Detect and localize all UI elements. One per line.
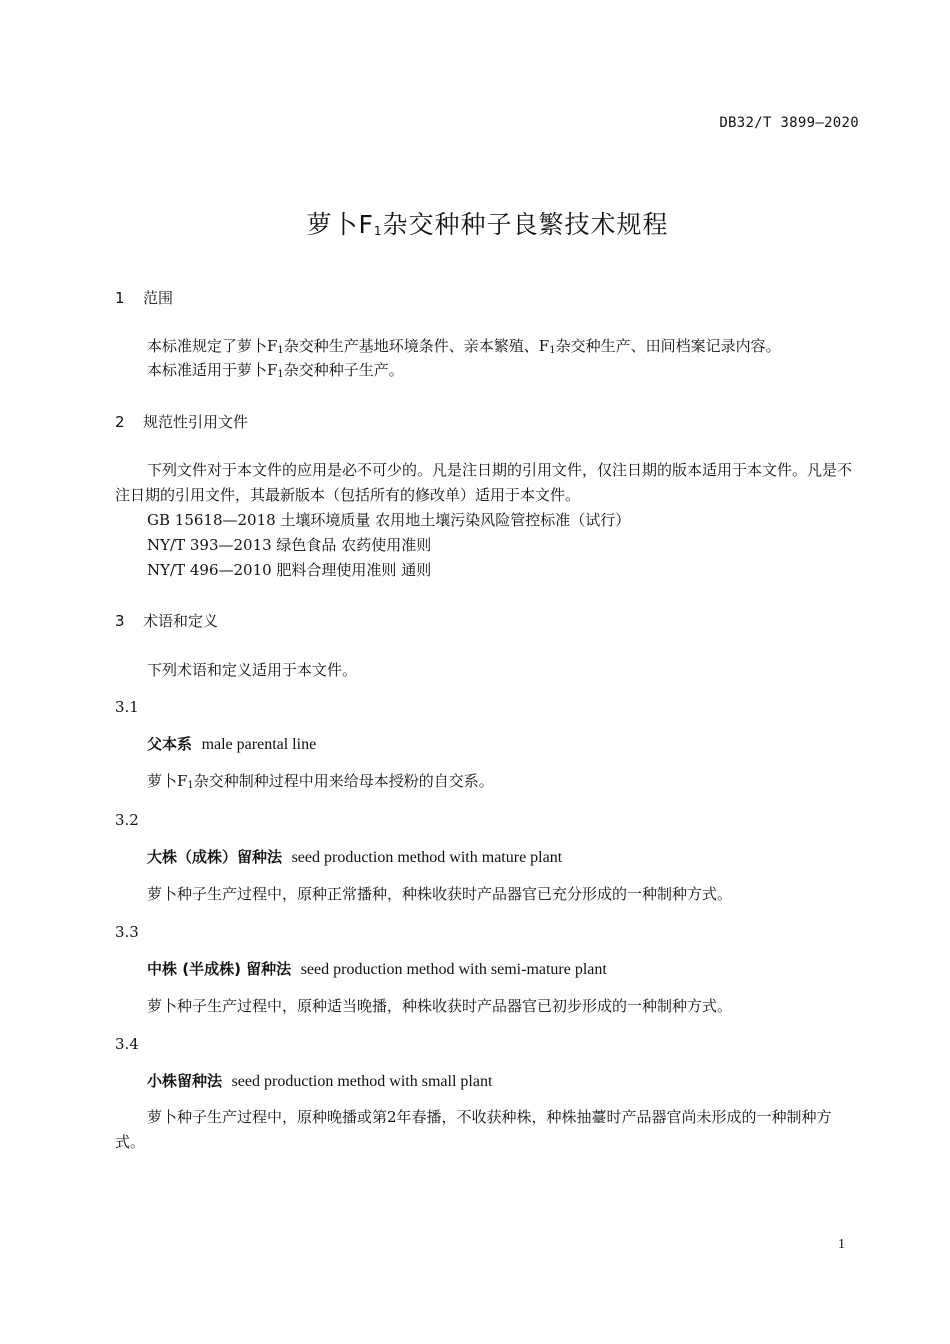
term-heading <box>147 845 562 870</box>
term-number: 3.3 <box>115 923 139 941</box>
page-number: 1 <box>838 1237 845 1252</box>
text-run: 杂交种生产基地环境条件、亲本繁殖、F <box>283 337 550 355</box>
text-run: 杂交种种子生产。 <box>283 361 404 379</box>
reference-item: NY/T 496—2010 肥料合理使用准则 通则 <box>147 561 432 579</box>
term-heading <box>147 957 607 982</box>
section-title: 术语和定义 <box>143 612 219 630</box>
term-number: 3.2 <box>115 811 139 829</box>
term-heading <box>147 732 316 757</box>
text-run: 本标准规定了萝卜F <box>147 337 278 355</box>
section-1-heading <box>115 287 173 308</box>
section-title: 规范性引用文件 <box>143 413 249 431</box>
term-definition: 萝卜种子生产过程中，原种适当晚播，种株收获时产品器官已初步形成的一种制种方式。 <box>147 997 733 1015</box>
title-suffix: 杂交种种子良繁技术规程 <box>382 210 669 239</box>
term-zh: 大株（成株）留种法 <box>147 848 283 866</box>
text-run: 杂交种制种过程中用来给母本授粉的自交系。 <box>193 772 494 790</box>
section-number: 2 <box>115 413 125 431</box>
term-number: 3.4 <box>115 1035 139 1053</box>
term-en: seed production method with small plant <box>231 1073 493 1090</box>
terms-intro-paragraph: 下列术语和定义适用于本文件。 <box>147 661 358 679</box>
title-subscript: 1 <box>373 224 383 238</box>
subscript: 1 <box>549 345 556 356</box>
standard-code: DB32/T 3899—2020 <box>719 115 859 131</box>
subscript: 1 <box>187 780 194 791</box>
section-3-heading <box>115 610 218 631</box>
title-prefix: 萝卜F <box>306 210 374 239</box>
scope-paragraph-2 <box>147 358 404 387</box>
term-zh: 小株留种法 <box>147 1072 223 1090</box>
reference-item: GB 15618—2018 土壤环境质量 农用地土壤污染风险管控标准（试行） <box>147 511 631 529</box>
reference-item: NY/T 393—2013 绿色食品 农药使用准则 <box>147 536 432 554</box>
document-title <box>0 205 950 241</box>
term-definition: 萝卜种子生产过程中，原种正常播种，种株收获时产品器官已充分形成的一种制种方式。 <box>147 885 733 903</box>
text-run: 本标准适用于萝卜F <box>147 361 278 379</box>
subscript: 1 <box>277 369 284 380</box>
term-number: 3.1 <box>115 698 139 716</box>
term-heading <box>147 1069 492 1094</box>
section-title: 范围 <box>143 289 174 307</box>
subscript: 1 <box>277 345 284 356</box>
section-number: 3 <box>115 612 125 630</box>
text-run: 杂交种生产、田间档案记录内容。 <box>555 337 781 355</box>
term-zh: 父本系 <box>147 735 193 753</box>
term-definition: 萝卜种子生产过程中，原种晚播或第2年春播，不收获种株，种株抽薹时产品器官尚未形成的一种制种方式。 <box>115 1108 832 1151</box>
term-definition <box>147 769 494 798</box>
normative-intro-paragraph: 下列文件对于本文件的应用是必不可少的。凡是注日期的引用文件，仅注日期的版本适用于本文件。凡是不注日期的引用文件，其最新版本（包括所有的修改单）适用于本文件。 <box>115 461 853 504</box>
term-en: male parental line <box>201 736 317 753</box>
text-run: 萝卜F <box>147 772 188 790</box>
term-en: seed production method with mature plant <box>291 849 563 866</box>
term-en: seed production method with semi-mature plant <box>300 961 607 978</box>
term-zh: 中株 (半成株) 留种法 <box>147 960 292 978</box>
section-number: 1 <box>115 289 125 307</box>
section-2-heading <box>115 411 248 432</box>
